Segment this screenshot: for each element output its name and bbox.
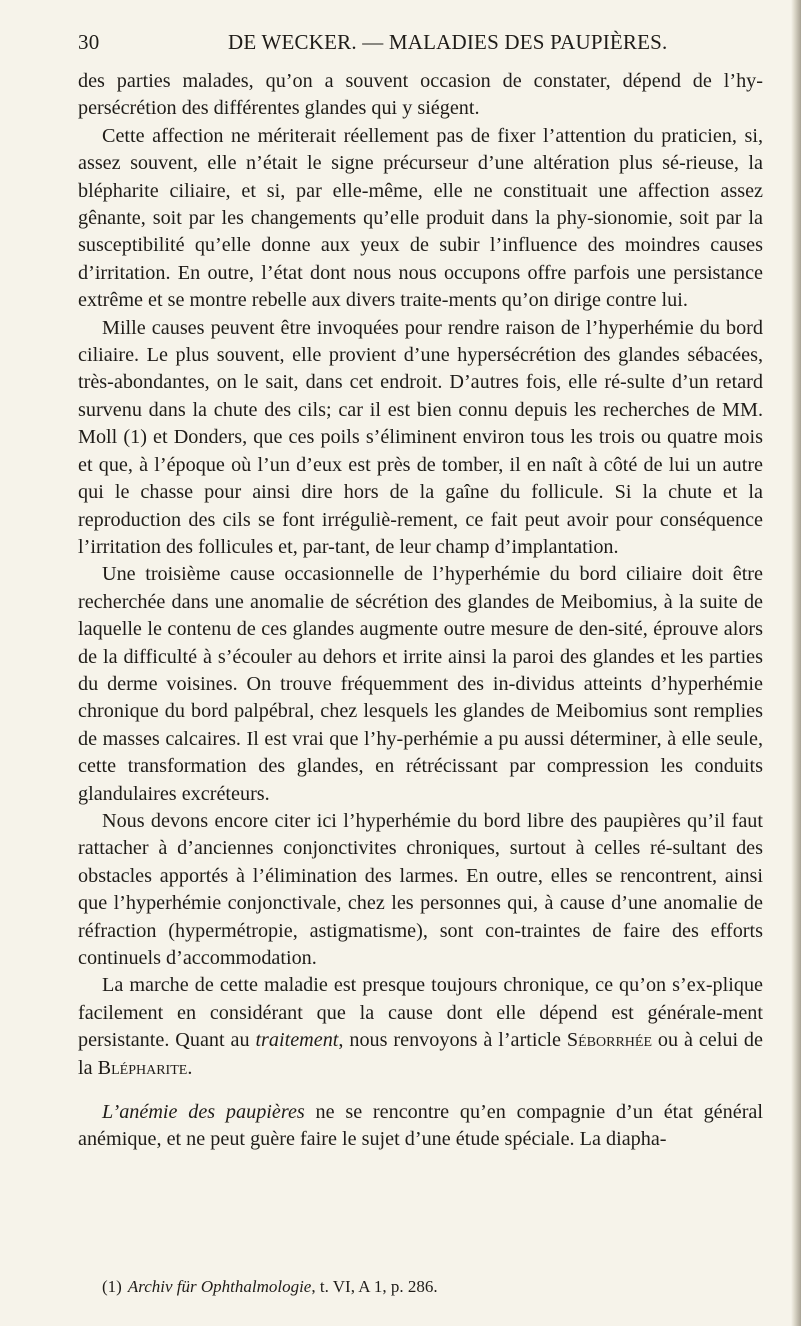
- body-text: [78, 68, 763, 1154]
- paragraph: Nous devons encore citer ici l’hyperhémie du bord libre des paupières qu’il faut rattacher à d’anciennes conjonctivites chroniques, surtout à celles ré-sultant des obstacles apportés à l’élimination des larmes. En outre, elles se rencontrent, ainsi que l’hyperhémie conjonctivale, chez les personnes qui, à cause d’une anomalie de réfraction (hypermétropie, astigmatisme), sont con-traintes de faire des efforts continuels d’accommodation.: [78, 809, 763, 969]
- section-title: L’anémie des paupières: [102, 1101, 305, 1124]
- section-paragraph: [78, 1099, 763, 1154]
- running-header: [78, 28, 763, 58]
- cross-reference: Blépharite: [97, 1056, 188, 1079]
- paragraph-treatment: [78, 972, 763, 1082]
- footnote-number: (1): [102, 1277, 122, 1296]
- running-title: DE WECKER. — MALADIES DES PAUPIÈRES.: [228, 30, 668, 54]
- paragraph: des parties malades, qu’on a souvent occasion de constater, dépend de l’hy-persécrétion des différentes glandes qui y siégent.: [78, 70, 763, 120]
- footnote-journal: Archiv für Ophthalmologie: [127, 1277, 312, 1296]
- paragraph: Mille causes peuvent être invoquées pour rendre raison de l’hyperhémie du bord ciliaire. Le plus souvent, elle provient d’une hypersécrétion des glandes sébacées, très-abondantes, on le sait, dans cet endroit. D’autres fois, elle ré-sulte d’un retard survenu dans la chute des cils; car il est bien connu depuis les recherches de MM. Moll (1) et Donders, que ces poils s’éliminent environ tous les trois ou quatre mois et que, à l’époque où l’un d’eux est près de tomber, il en naît à côté de lui un autre qui le chasse pour ainsi dire hors de la gaîne du follicule. Si la chute et la reproduction des cils se font irréguliè-rement, ce fait peut avoir pour conséquence l’irritation des follicules et, par-tant, de leur champ d’implantation.: [78, 316, 763, 558]
- footnote: [78, 1276, 763, 1298]
- page-edge-shadow: [791, 0, 801, 1326]
- page-number: 30: [78, 30, 100, 54]
- text-run: .: [187, 1056, 193, 1079]
- cross-reference: Séborrhée: [566, 1029, 652, 1052]
- paragraph: Une troisième cause occasionnelle de l’hyperhémie du bord ciliaire doit être recherchée dans une anomalie de sécrétion des glandes de Meibomius, à la suite de laquelle le contenu de ces glandes augmente outre mesure de den-sité, éprouve alors de la difficulté à s’écouler au dehors et irrite ainsi la paroi des glandes et les parties du derme voisines. On trouve fréquemment des in-dividus atteints d’hyperhémie chronique du bord palpébral, chez lesquels les glandes de Meibomius sont remplies de masses calcaires. Il est vrai que l’hy-perhémie a pu aussi déterminer, à elle seule, cette transformation des glandes, en rétrécissant par compression les conduits glandulaires excréteurs.: [78, 563, 763, 805]
- italic-term: traitement: [255, 1029, 339, 1052]
- paragraph: Cette affection ne mériterait réellement pas de fixer l’attention du praticien, si, assez souvent, elle n’était le signe précurseur d’une altération plus sé-rieuse, la blépharite ciliaire, et si, par elle-même, elle ne constituait une affection assez gênante, soit par les changements qu’elle produit dans la phy-sionomie, soit par la susceptibilité qu’elle donne aux yeux de subir l’influence des moindres causes d’irritation. En outre, l’état dont nous nous occupons offre parfois une persistance extrême et se montre rebelle aux divers traite-ments qu’on dirige contre lui.: [78, 124, 763, 312]
- text-run: ou à celui de la: [78, 1029, 763, 1079]
- text-run: , nous renvoyons à l’article: [338, 1029, 567, 1052]
- text-run: ne se rencontre qu’en compagnie d’un état général anémique, et ne peut guère faire le sujet d’une étude spéciale. La diapha-: [78, 1101, 763, 1151]
- footnote-citation: , t. VI, A 1, p. 286.: [311, 1277, 438, 1296]
- text-run: La marche de cette maladie est presque toujours chronique, ce qu’on s’ex-plique facilement en considérant que la cause dont elle dépend est générale-ment persistante. Quant au: [78, 974, 763, 1052]
